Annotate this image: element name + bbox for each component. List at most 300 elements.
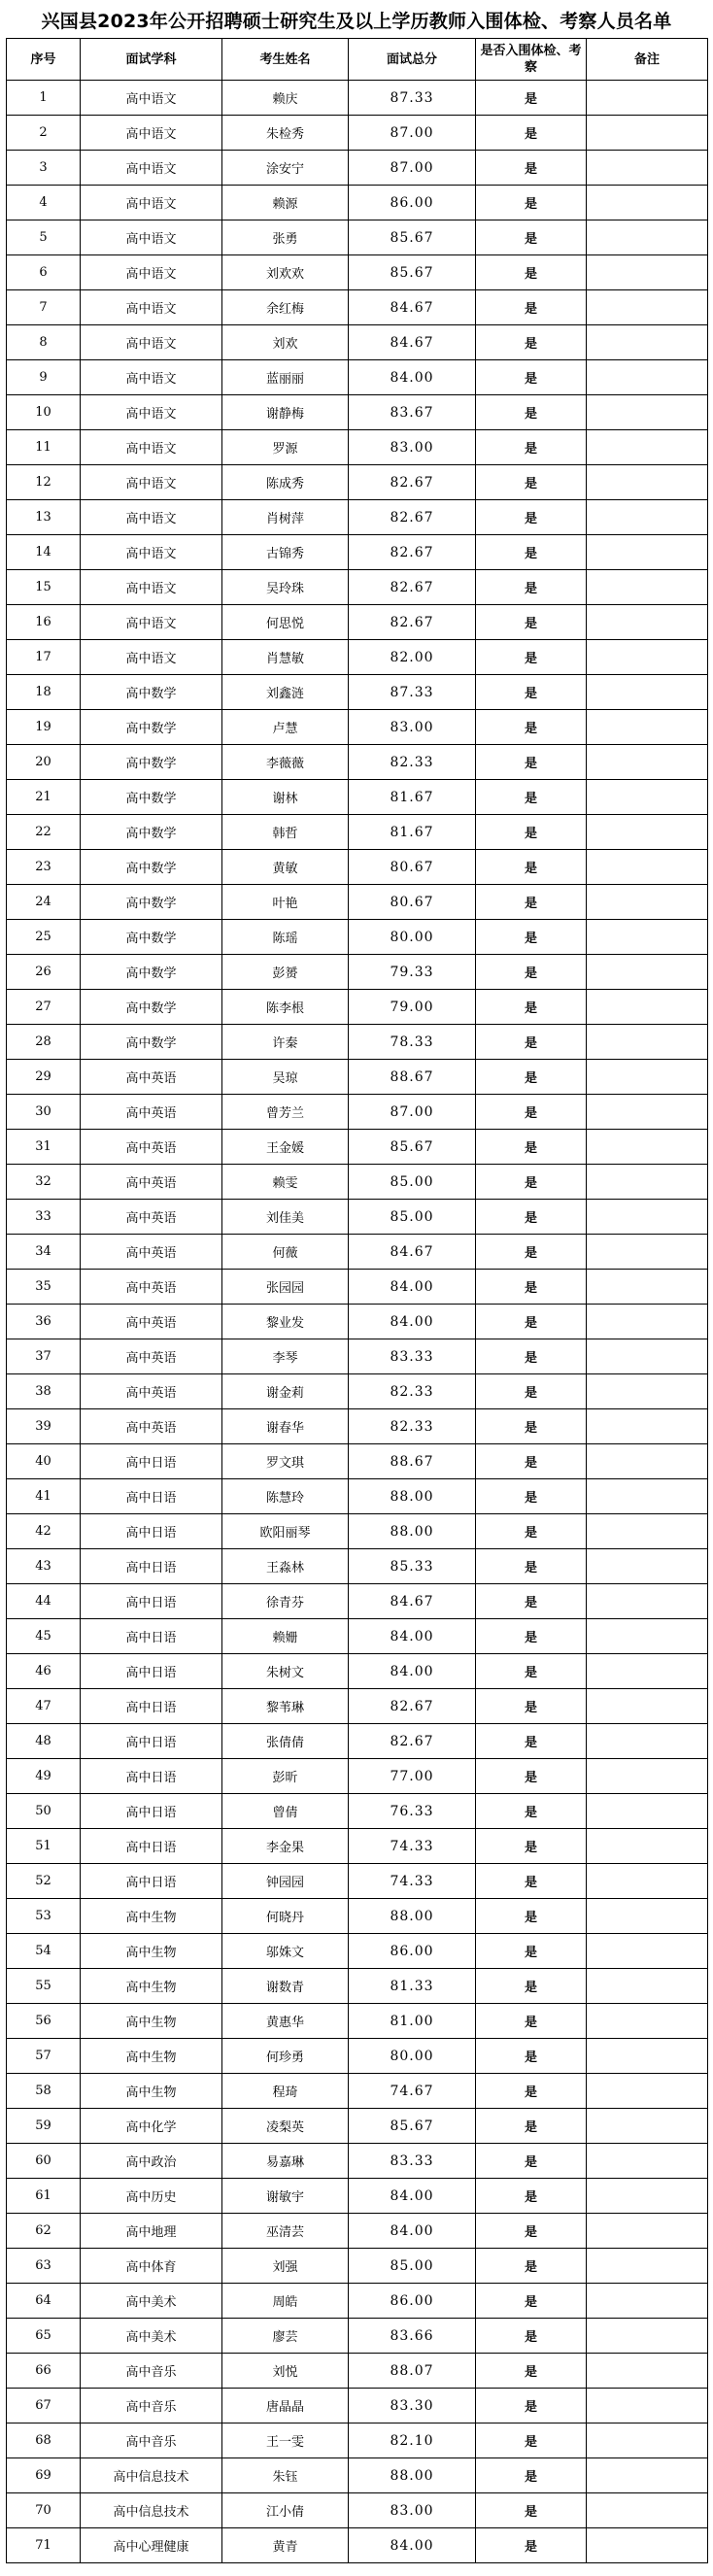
cell-no: 49 (7, 1759, 81, 1794)
table-row (7, 1025, 708, 1060)
cell-subject: 高中美术 (81, 2319, 222, 2354)
cell-name: 王金媛 (222, 1130, 349, 1165)
cell-score: 83.66 (349, 2319, 476, 2354)
cell-remark (587, 1060, 708, 1095)
cell-entered: 是 (476, 1165, 587, 1200)
cell-score: 83.33 (349, 2144, 476, 2179)
cell-entered: 是 (476, 360, 587, 395)
cell-no: 42 (7, 1514, 81, 1549)
cell-score: 85.67 (349, 220, 476, 255)
cell-entered: 是 (476, 885, 587, 920)
table-row (7, 2039, 708, 2074)
cell-score: 88.67 (349, 1444, 476, 1479)
cell-score: 88.00 (349, 1514, 476, 1549)
cell-name: 赖庆 (222, 81, 349, 116)
table-row (7, 570, 708, 605)
cell-no: 23 (7, 850, 81, 885)
cell-no: 56 (7, 2004, 81, 2039)
cell-remark (587, 885, 708, 920)
cell-name: 周皓 (222, 2284, 349, 2319)
cell-subject: 高中日语 (81, 1759, 222, 1794)
cell-remark (587, 1794, 708, 1829)
cell-remark (587, 290, 708, 325)
table-row (7, 290, 708, 325)
cell-no: 48 (7, 1724, 81, 1759)
cell-no: 38 (7, 1374, 81, 1409)
cell-remark (587, 151, 708, 186)
table-row (7, 151, 708, 186)
cell-name: 唐晶晶 (222, 2389, 349, 2423)
cell-subject: 高中语文 (81, 500, 222, 535)
cell-name: 陈成秀 (222, 465, 349, 500)
cell-entered: 是 (476, 2354, 587, 2389)
cell-name: 罗源 (222, 430, 349, 465)
cell-name: 陈慧玲 (222, 1479, 349, 1514)
cell-subject: 高中美术 (81, 2284, 222, 2319)
cell-remark (587, 2319, 708, 2354)
cell-no: 15 (7, 570, 81, 605)
cell-name: 朱检秀 (222, 116, 349, 151)
cell-remark (587, 2284, 708, 2319)
cell-entered: 是 (476, 2109, 587, 2144)
cell-remark (587, 220, 708, 255)
cell-score: 84.00 (349, 2528, 476, 2563)
cell-no: 14 (7, 535, 81, 570)
cell-name: 李薇薇 (222, 745, 349, 780)
cell-remark (587, 2389, 708, 2423)
cell-score: 87.00 (349, 1095, 476, 1130)
cell-entered: 是 (476, 220, 587, 255)
cell-name: 王一雯 (222, 2423, 349, 2458)
cell-remark (587, 1619, 708, 1654)
table-row (7, 780, 708, 815)
table-row (7, 1060, 708, 1095)
cell-subject: 高中数学 (81, 990, 222, 1025)
cell-name: 谢静梅 (222, 395, 349, 430)
cell-remark (587, 675, 708, 710)
table-row (7, 1305, 708, 1339)
cell-score: 82.67 (349, 465, 476, 500)
cell-entered: 是 (476, 1584, 587, 1619)
cell-score: 83.30 (349, 2389, 476, 2423)
cell-subject: 高中语文 (81, 605, 222, 640)
table-row (7, 920, 708, 955)
cell-name: 何珍勇 (222, 2039, 349, 2074)
cell-score: 88.07 (349, 2354, 476, 2389)
table-row (7, 430, 708, 465)
cell-subject: 高中历史 (81, 2179, 222, 2214)
cell-remark (587, 1829, 708, 1864)
cell-no: 7 (7, 290, 81, 325)
cell-remark (587, 1095, 708, 1130)
table-row (7, 465, 708, 500)
cell-name: 古锦秀 (222, 535, 349, 570)
cell-remark (587, 920, 708, 955)
cell-remark (587, 1025, 708, 1060)
cell-score: 74.33 (349, 1829, 476, 1864)
cell-entered: 是 (476, 1235, 587, 1270)
cell-no: 18 (7, 675, 81, 710)
cell-subject: 高中英语 (81, 1270, 222, 1305)
cell-score: 82.10 (349, 2423, 476, 2458)
cell-no: 29 (7, 1060, 81, 1095)
cell-name: 刘鑫涟 (222, 675, 349, 710)
cell-subject: 高中英语 (81, 1165, 222, 1200)
cell-score: 82.67 (349, 535, 476, 570)
cell-remark (587, 745, 708, 780)
cell-subject: 高中生物 (81, 1934, 222, 1969)
cell-no: 35 (7, 1270, 81, 1305)
cell-entered: 是 (476, 605, 587, 640)
table-row (7, 2354, 708, 2389)
cell-score: 84.00 (349, 1654, 476, 1689)
cell-no: 39 (7, 1409, 81, 1444)
cell-no: 36 (7, 1305, 81, 1339)
cell-no: 68 (7, 2423, 81, 2458)
cell-score: 85.67 (349, 255, 476, 290)
cell-entered: 是 (476, 1864, 587, 1899)
table-row (7, 2214, 708, 2249)
cell-subject: 高中体育 (81, 2249, 222, 2284)
cell-name: 曾芳兰 (222, 1095, 349, 1130)
cell-remark (587, 2249, 708, 2284)
cell-remark (587, 1969, 708, 2004)
cell-entered: 是 (476, 990, 587, 1025)
table-row (7, 2389, 708, 2423)
cell-name: 黎业发 (222, 1305, 349, 1339)
table-row (7, 2493, 708, 2528)
cell-score: 87.00 (349, 116, 476, 151)
table-row (7, 395, 708, 430)
cell-name: 彭赟 (222, 955, 349, 990)
table-row (7, 220, 708, 255)
table-row (7, 745, 708, 780)
table-row (7, 1374, 708, 1409)
cell-entered: 是 (476, 2284, 587, 2319)
cell-no: 45 (7, 1619, 81, 1654)
cell-name: 欧阳丽琴 (222, 1514, 349, 1549)
cell-name: 刘佳美 (222, 1200, 349, 1235)
cell-score: 82.67 (349, 605, 476, 640)
table-row (7, 2004, 708, 2039)
table-row (7, 1514, 708, 1549)
cell-subject: 高中信息技术 (81, 2493, 222, 2528)
cell-remark (587, 2179, 708, 2214)
table-row (7, 2528, 708, 2563)
cell-entered: 是 (476, 1794, 587, 1829)
table-row (7, 2458, 708, 2493)
cell-subject: 高中日语 (81, 1619, 222, 1654)
cell-entered: 是 (476, 2319, 587, 2354)
cell-no: 52 (7, 1864, 81, 1899)
cell-subject: 高中英语 (81, 1409, 222, 1444)
cell-subject: 高中政治 (81, 2144, 222, 2179)
cell-remark (587, 2004, 708, 2039)
cell-no: 17 (7, 640, 81, 675)
cell-name: 易嘉琳 (222, 2144, 349, 2179)
cell-name: 谢林 (222, 780, 349, 815)
cell-name: 赖雯 (222, 1165, 349, 1200)
cell-score: 80.00 (349, 920, 476, 955)
cell-score: 84.00 (349, 360, 476, 395)
cell-entered: 是 (476, 570, 587, 605)
cell-remark (587, 2039, 708, 2074)
cell-no: 1 (7, 81, 81, 116)
cell-score: 87.33 (349, 675, 476, 710)
cell-subject: 高中语文 (81, 151, 222, 186)
cell-name: 许秦 (222, 1025, 349, 1060)
cell-remark (587, 2074, 708, 2109)
cell-subject: 高中日语 (81, 1689, 222, 1724)
cell-no: 10 (7, 395, 81, 430)
cell-entered: 是 (476, 710, 587, 745)
cell-entered: 是 (476, 2074, 587, 2109)
cell-name: 吴玲珠 (222, 570, 349, 605)
cell-remark (587, 2423, 708, 2458)
cell-subject: 高中日语 (81, 1794, 222, 1829)
cell-entered: 是 (476, 1969, 587, 2004)
cell-score: 84.00 (349, 2179, 476, 2214)
cell-subject: 高中英语 (81, 1060, 222, 1095)
table-row (7, 1095, 708, 1130)
cell-score: 83.67 (349, 395, 476, 430)
cell-subject: 高中日语 (81, 1549, 222, 1584)
table-row (7, 1794, 708, 1829)
cell-subject: 高中语文 (81, 116, 222, 151)
cell-score: 85.00 (349, 1200, 476, 1235)
cell-entered: 是 (476, 2389, 587, 2423)
cell-subject: 高中数学 (81, 780, 222, 815)
cell-no: 63 (7, 2249, 81, 2284)
cell-no: 26 (7, 955, 81, 990)
header-no: 序号 (7, 39, 81, 81)
cell-score: 76.33 (349, 1794, 476, 1829)
cell-remark (587, 2493, 708, 2528)
cell-remark (587, 325, 708, 360)
cell-name: 罗文琪 (222, 1444, 349, 1479)
table-row (7, 1479, 708, 1514)
header-name: 考生姓名 (222, 39, 349, 81)
cell-remark (587, 1759, 708, 1794)
cell-remark (587, 535, 708, 570)
table-row (7, 850, 708, 885)
cell-name: 肖树萍 (222, 500, 349, 535)
cell-name: 张勇 (222, 220, 349, 255)
cell-subject: 高中语文 (81, 220, 222, 255)
cell-score: 82.67 (349, 1724, 476, 1759)
cell-entered: 是 (476, 1200, 587, 1235)
cell-score: 86.00 (349, 2284, 476, 2319)
cell-no: 11 (7, 430, 81, 465)
cell-name: 赖姗 (222, 1619, 349, 1654)
cell-remark (587, 116, 708, 151)
cell-score: 84.00 (349, 2214, 476, 2249)
cell-entered: 是 (476, 2458, 587, 2493)
cell-no: 22 (7, 815, 81, 850)
cell-no: 33 (7, 1200, 81, 1235)
cell-no: 62 (7, 2214, 81, 2249)
cell-remark (587, 465, 708, 500)
document-title: 兴国县2023年公开招聘硕士研究生及以上学历教师入围体检、考察人员名单 (41, 11, 672, 32)
cell-subject: 高中语文 (81, 640, 222, 675)
cell-score: 81.67 (349, 815, 476, 850)
cell-remark (587, 1549, 708, 1584)
cell-entered: 是 (476, 850, 587, 885)
cell-remark (587, 1270, 708, 1305)
cell-no: 37 (7, 1339, 81, 1374)
table-row (7, 2284, 708, 2319)
cell-no: 6 (7, 255, 81, 290)
cell-remark (587, 2144, 708, 2179)
cell-remark (587, 710, 708, 745)
cell-remark (587, 2214, 708, 2249)
cell-remark (587, 1689, 708, 1724)
cell-score: 79.33 (349, 955, 476, 990)
cell-subject: 高中音乐 (81, 2389, 222, 2423)
table-row (7, 360, 708, 395)
cell-score: 87.33 (349, 81, 476, 116)
cell-subject: 高中英语 (81, 1339, 222, 1374)
cell-score: 83.00 (349, 710, 476, 745)
cell-no: 53 (7, 1899, 81, 1934)
cell-entered: 是 (476, 640, 587, 675)
cell-subject: 高中语文 (81, 360, 222, 395)
table-row (7, 81, 708, 116)
cell-no: 13 (7, 500, 81, 535)
table-row (7, 955, 708, 990)
cell-name: 巫清芸 (222, 2214, 349, 2249)
cell-name: 徐青芬 (222, 1584, 349, 1619)
cell-score: 74.67 (349, 2074, 476, 2109)
cell-no: 65 (7, 2319, 81, 2354)
cell-score: 83.00 (349, 2493, 476, 2528)
cell-no: 27 (7, 990, 81, 1025)
cell-entered: 是 (476, 2214, 587, 2249)
cell-name: 赖源 (222, 186, 349, 220)
cell-subject: 高中生物 (81, 2039, 222, 2074)
cell-remark (587, 1374, 708, 1409)
cell-no: 46 (7, 1654, 81, 1689)
cell-subject: 高中语文 (81, 465, 222, 500)
cell-no: 28 (7, 1025, 81, 1060)
cell-remark (587, 500, 708, 535)
cell-remark (587, 255, 708, 290)
cell-subject: 高中日语 (81, 1654, 222, 1689)
cell-entered: 是 (476, 1409, 587, 1444)
cell-no: 4 (7, 186, 81, 220)
cell-entered: 是 (476, 1829, 587, 1864)
cell-entered: 是 (476, 2528, 587, 2563)
cell-subject: 高中生物 (81, 1969, 222, 2004)
cell-name: 余红梅 (222, 290, 349, 325)
cell-name: 谢敏宇 (222, 2179, 349, 2214)
cell-entered: 是 (476, 780, 587, 815)
cell-subject: 高中日语 (81, 1479, 222, 1514)
table-row (7, 710, 708, 745)
cell-entered: 是 (476, 2039, 587, 2074)
cell-subject: 高中音乐 (81, 2423, 222, 2458)
cell-remark (587, 2109, 708, 2144)
cell-score: 88.00 (349, 1899, 476, 1934)
cell-subject: 高中生物 (81, 2004, 222, 2039)
header-score: 面试总分 (349, 39, 476, 81)
cell-score: 84.00 (349, 1619, 476, 1654)
cell-remark (587, 1200, 708, 1235)
cell-no: 24 (7, 885, 81, 920)
cell-entered: 是 (476, 1654, 587, 1689)
cell-remark (587, 360, 708, 395)
cell-remark (587, 780, 708, 815)
table-row (7, 2319, 708, 2354)
cell-entered: 是 (476, 2493, 587, 2528)
cell-subject: 高中化学 (81, 2109, 222, 2144)
table-row (7, 1969, 708, 2004)
cell-name: 凌梨英 (222, 2109, 349, 2144)
table-row (7, 2109, 708, 2144)
cell-subject: 高中英语 (81, 1130, 222, 1165)
cell-remark (587, 1864, 708, 1899)
cell-no: 19 (7, 710, 81, 745)
cell-entered: 是 (476, 500, 587, 535)
cell-subject: 高中生物 (81, 1899, 222, 1934)
cell-name: 肖慧敏 (222, 640, 349, 675)
cell-subject: 高中语文 (81, 535, 222, 570)
cell-subject: 高中数学 (81, 745, 222, 780)
cell-score: 82.67 (349, 500, 476, 535)
cell-entered: 是 (476, 745, 587, 780)
cell-name: 黄敏 (222, 850, 349, 885)
cell-score: 80.67 (349, 850, 476, 885)
cell-name: 黄青 (222, 2528, 349, 2563)
cell-entered: 是 (476, 1095, 587, 1130)
table-row (7, 2144, 708, 2179)
cell-entered: 是 (476, 1479, 587, 1514)
cell-subject: 高中语文 (81, 290, 222, 325)
cell-remark (587, 1165, 708, 1200)
table-row (7, 640, 708, 675)
cell-no: 58 (7, 2074, 81, 2109)
candidate-table (6, 38, 708, 2563)
cell-entered: 是 (476, 675, 587, 710)
cell-score: 85.33 (349, 1549, 476, 1584)
cell-entered: 是 (476, 1619, 587, 1654)
cell-name: 朱钰 (222, 2458, 349, 2493)
cell-score: 86.00 (349, 186, 476, 220)
table-row (7, 675, 708, 710)
cell-entered: 是 (476, 1130, 587, 1165)
table-row (7, 1549, 708, 1584)
cell-name: 何思悦 (222, 605, 349, 640)
cell-subject: 高中数学 (81, 955, 222, 990)
cell-score: 82.67 (349, 570, 476, 605)
cell-entered: 是 (476, 2004, 587, 2039)
table-row (7, 2179, 708, 2214)
cell-remark (587, 605, 708, 640)
cell-no: 66 (7, 2354, 81, 2389)
cell-subject: 高中日语 (81, 1829, 222, 1864)
table-row (7, 1619, 708, 1654)
cell-remark (587, 1514, 708, 1549)
cell-score: 79.00 (349, 990, 476, 1025)
cell-remark (587, 2458, 708, 2493)
cell-entered: 是 (476, 1444, 587, 1479)
cell-entered: 是 (476, 1724, 587, 1759)
table-row (7, 1200, 708, 1235)
cell-remark (587, 955, 708, 990)
cell-remark (587, 570, 708, 605)
table-row (7, 990, 708, 1025)
cell-name: 钟园园 (222, 1864, 349, 1899)
